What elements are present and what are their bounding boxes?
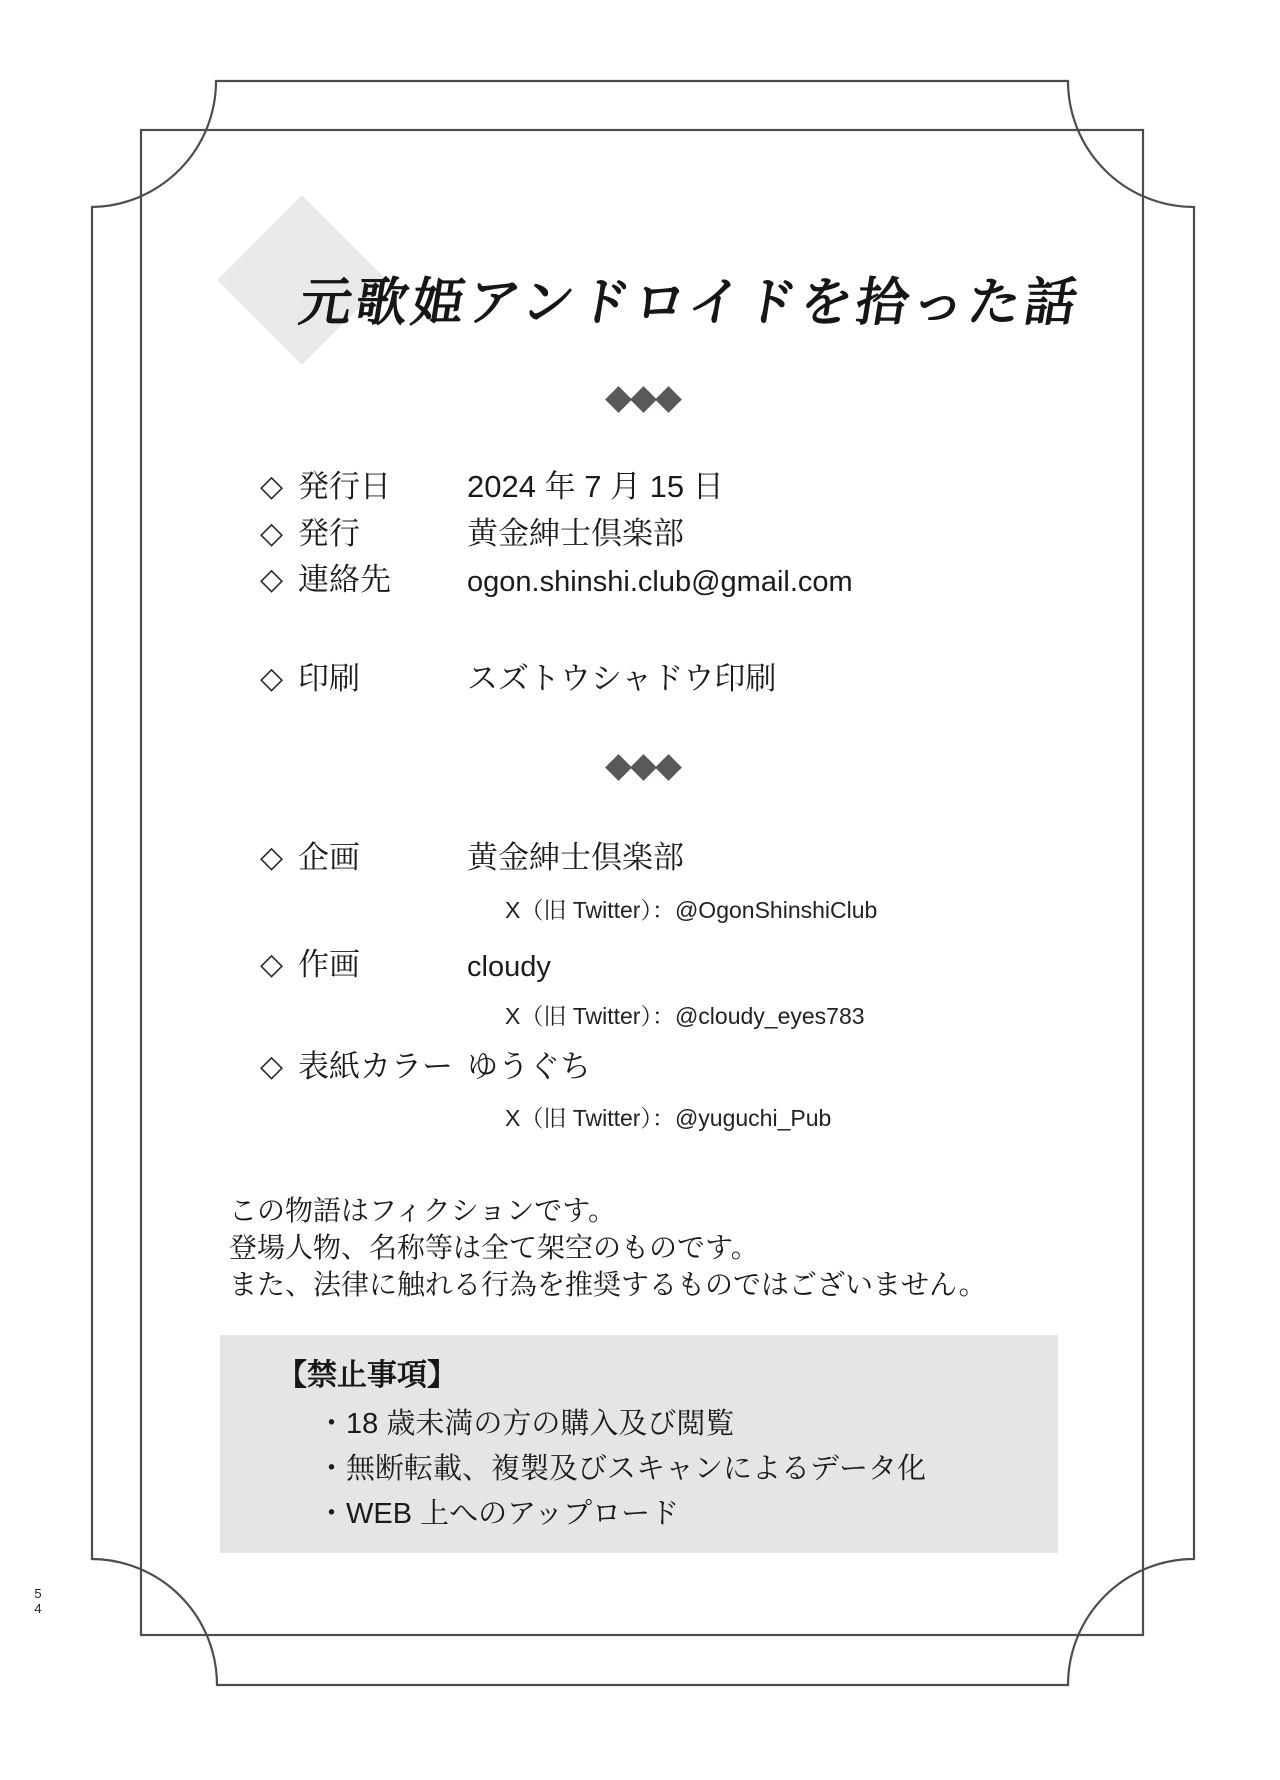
contact-email: ogon.shinshi.club@gmail.com bbox=[467, 566, 853, 598]
row-label: 作画 bbox=[298, 947, 360, 982]
row-label: 印刷 bbox=[298, 661, 360, 696]
disclaimer-line: また、法律に触れる行為を推奨するものではございません。 bbox=[229, 1269, 987, 1300]
colophon-row-contact bbox=[260, 563, 853, 599]
diamond-outline-icon: ◇ bbox=[260, 662, 284, 695]
row-label: 連絡先 bbox=[298, 562, 391, 597]
prohibited-item: ・18 歳未満の方の購入及び閲覧 bbox=[317, 1408, 735, 1440]
diamond-icon bbox=[655, 754, 682, 781]
row-label: 企画 bbox=[298, 840, 360, 875]
row-value: 黄金紳士倶楽部 bbox=[467, 840, 684, 875]
credit-row-cover-color bbox=[260, 1050, 591, 1084]
planning-x-handle: X（旧 Twitter）：@OgonShinshiClub bbox=[505, 897, 878, 923]
page-number bbox=[30, 1586, 46, 1616]
row-value: cloudy bbox=[467, 951, 551, 983]
diamond-icon bbox=[655, 386, 682, 413]
diamond-separator bbox=[598, 753, 688, 781]
row-value: ゆうぐち bbox=[467, 1049, 591, 1084]
row-label: 発行日 bbox=[298, 469, 391, 504]
colophon-row-publish-date bbox=[260, 470, 724, 504]
diamond-outline-icon: ◇ bbox=[260, 563, 284, 596]
prohibited-list bbox=[317, 1402, 1058, 1537]
prohibited-items-box bbox=[220, 1335, 1058, 1553]
colophon-row-printer bbox=[260, 662, 776, 696]
credit-row-artist bbox=[260, 948, 551, 984]
page-number-digit: 5 bbox=[34, 1586, 42, 1601]
diamond-outline-icon: ◇ bbox=[260, 470, 284, 503]
diamond-icon bbox=[630, 386, 657, 413]
row-value: スズトウシャドウ印刷 bbox=[467, 661, 777, 696]
prohibited-item: ・無断転載、複製及びスキャンによるデータ化 bbox=[317, 1453, 927, 1485]
diamond-outline-icon: ◇ bbox=[260, 1050, 284, 1083]
credit-row-planning bbox=[260, 841, 684, 875]
diamond-outline-icon: ◇ bbox=[260, 517, 284, 550]
diamond-icon bbox=[605, 386, 632, 413]
diamond-separator bbox=[598, 385, 688, 413]
fiction-disclaimer bbox=[229, 1192, 987, 1303]
colophon-row-publisher bbox=[260, 517, 684, 551]
diamond-outline-icon: ◇ bbox=[260, 948, 284, 981]
artist-x-handle: X（旧 Twitter）：@cloudy_eyes783 bbox=[505, 1003, 865, 1029]
row-label: 表紙カラー bbox=[298, 1049, 453, 1084]
prohibited-heading: 【禁止事項】 bbox=[277, 1359, 457, 1392]
page-title: 元歌姫アンドロイドを拾った話 bbox=[295, 274, 1086, 332]
row-value: 黄金紳士倶楽部 bbox=[467, 516, 684, 551]
diamond-icon bbox=[630, 754, 657, 781]
diamond-icon bbox=[605, 754, 632, 781]
row-value: 2024 年 7 月 15 日 bbox=[467, 469, 724, 504]
prohibited-item: ・WEB 上へのアップロード bbox=[317, 1498, 680, 1530]
row-label: 発行 bbox=[298, 516, 360, 551]
page-number-digit: 4 bbox=[34, 1601, 42, 1616]
diamond-outline-icon: ◇ bbox=[260, 841, 284, 874]
cover-color-x-handle: X（旧 Twitter）：@yuguchi_Pub bbox=[505, 1105, 832, 1131]
disclaimer-line: この物語はフィクションです。 bbox=[229, 1195, 616, 1226]
disclaimer-line: 登場人物、名称等は全て架空のものです。 bbox=[229, 1232, 759, 1263]
